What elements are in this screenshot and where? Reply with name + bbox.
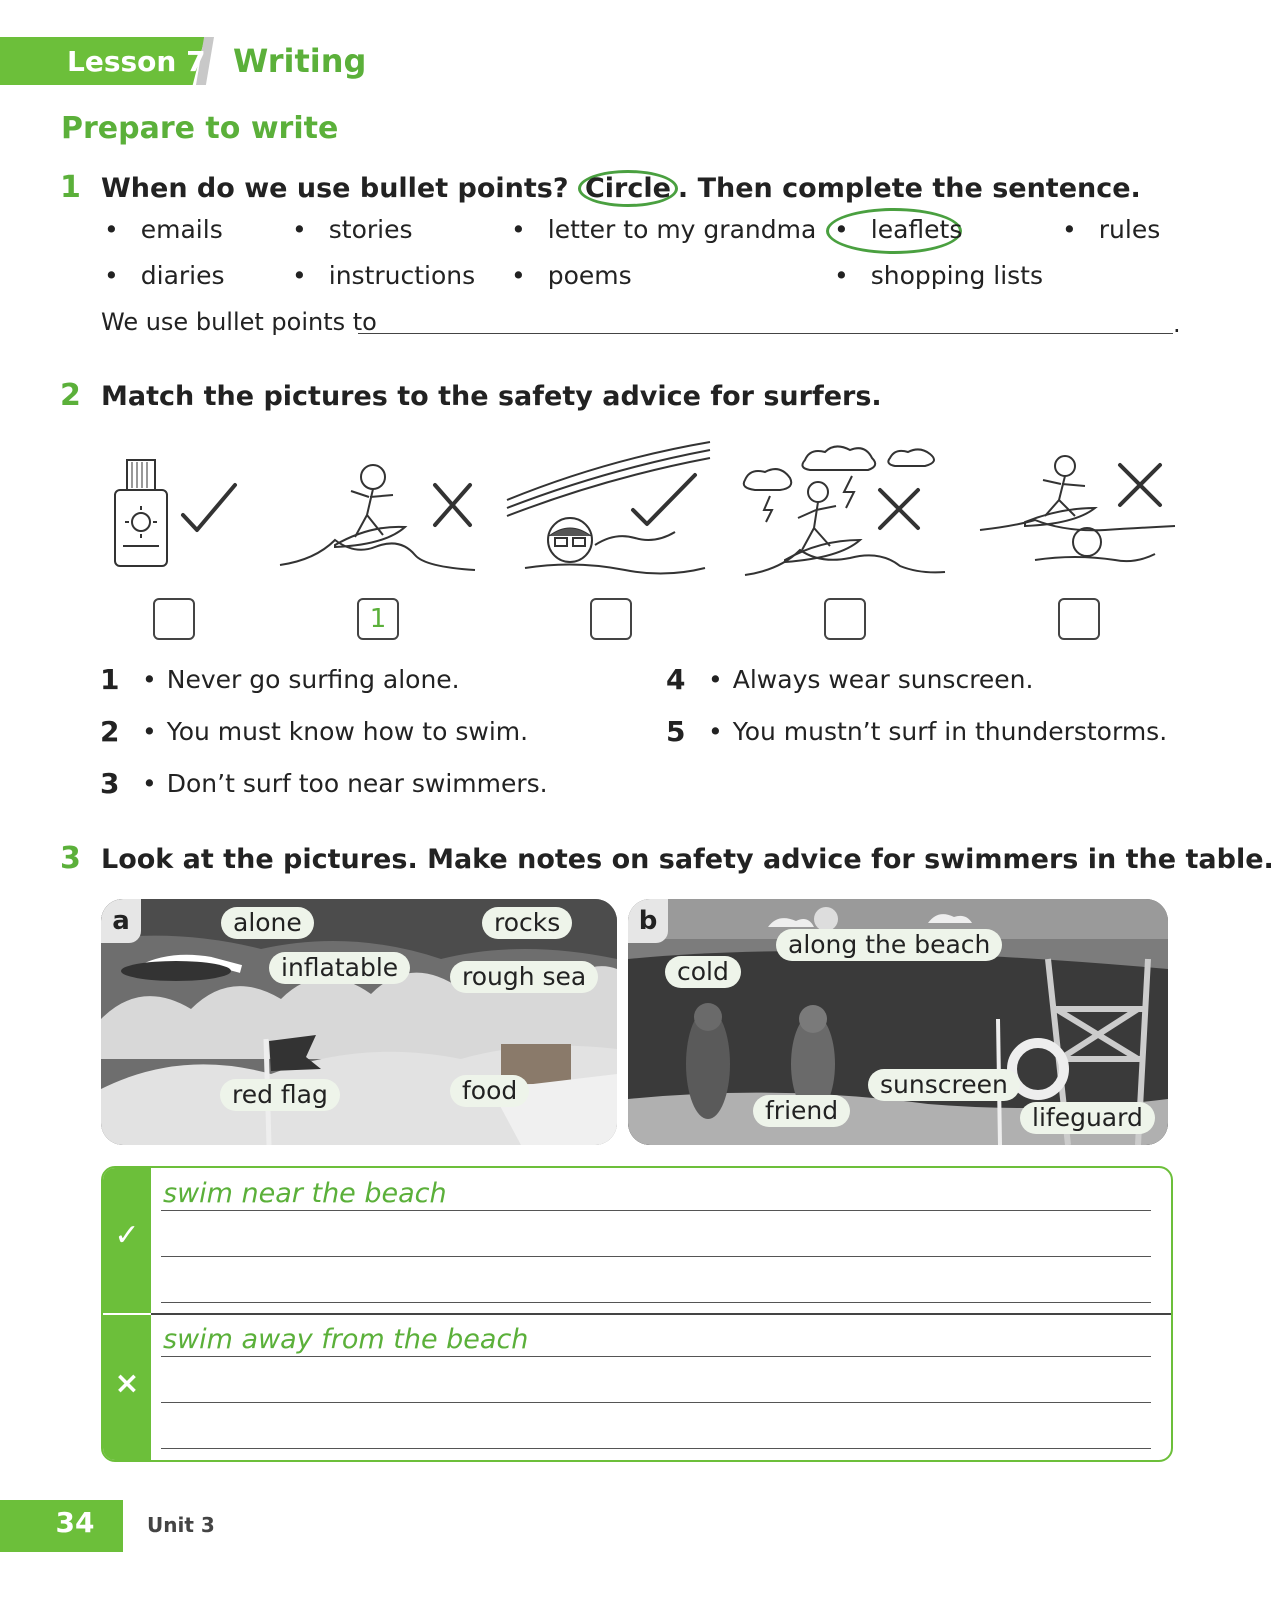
option-poems[interactable]: • poems bbox=[511, 261, 632, 290]
surfer-thunderstorm-picture bbox=[740, 440, 950, 580]
side-divider bbox=[103, 1313, 151, 1315]
answer-box-2[interactable]: 1 bbox=[357, 598, 399, 640]
scene-a-picture bbox=[101, 899, 617, 1145]
option-stories[interactable]: • stories bbox=[292, 215, 413, 244]
scene-b-picture bbox=[628, 899, 1168, 1145]
sunscreen-bottle-picture bbox=[105, 450, 250, 575]
instruction-part-2: . Then complete the sentence. bbox=[677, 173, 1141, 204]
advice-item: • You mustn’t surf in thunderstorms. bbox=[708, 717, 1167, 746]
row-divider bbox=[151, 1313, 1171, 1315]
advice-number: 5 bbox=[666, 715, 686, 748]
tag-cold: cold bbox=[665, 956, 741, 988]
unit-label: Unit 3 bbox=[147, 1513, 215, 1537]
scene-b-letter: b bbox=[628, 899, 668, 943]
dont-line-1[interactable] bbox=[161, 1356, 1151, 1357]
do-answer-text: swim near the beach bbox=[163, 1178, 447, 1209]
exercise-3-instruction: Look at the pictures. Make notes on safety advice for swimmers in the table. bbox=[101, 844, 1274, 875]
advice-item: • You must know how to swim. bbox=[142, 717, 528, 746]
advice-item: • Never go surfing alone. bbox=[142, 665, 460, 694]
lesson-title: Writing bbox=[233, 42, 367, 80]
tag-rough-sea: rough sea bbox=[450, 961, 598, 993]
dont-line-3[interactable] bbox=[161, 1448, 1151, 1449]
do-line-3[interactable] bbox=[161, 1302, 1151, 1303]
advice-number: 1 bbox=[100, 663, 120, 696]
circled-word: Circle bbox=[578, 170, 678, 207]
section-title: Prepare to write bbox=[61, 111, 339, 146]
answer-box-1[interactable] bbox=[153, 598, 195, 640]
do-line-1[interactable] bbox=[161, 1210, 1151, 1211]
dont-line-2[interactable] bbox=[161, 1402, 1151, 1403]
scene-a-letter: a bbox=[101, 899, 141, 943]
lesson-label: Lesson 7 bbox=[67, 45, 206, 78]
option-shopping-lists[interactable]: • shopping lists bbox=[834, 261, 1043, 290]
dont-answer-text: swim away from the beach bbox=[163, 1324, 529, 1355]
tag-friend: friend bbox=[753, 1095, 850, 1127]
option-emails[interactable]: • emails bbox=[104, 215, 223, 244]
sentence-end: . bbox=[1173, 310, 1181, 338]
swimmer-picture bbox=[505, 440, 715, 580]
tag-red-flag: red flag bbox=[220, 1079, 340, 1111]
option-diaries[interactable]: • diaries bbox=[104, 261, 225, 290]
surfer-near-swimmer-picture bbox=[975, 450, 1185, 580]
sentence-start: We use bullet points to bbox=[101, 308, 377, 336]
sentence-answer-line[interactable] bbox=[358, 333, 1173, 334]
notes-table bbox=[101, 1166, 1173, 1462]
tag-lifeguard: lifeguard bbox=[1020, 1102, 1155, 1134]
exercise-1-number: 1 bbox=[60, 170, 81, 205]
do-line-2[interactable] bbox=[161, 1256, 1151, 1257]
option-rules[interactable]: • rules bbox=[1062, 215, 1160, 244]
option-instructions[interactable]: • instructions bbox=[292, 261, 475, 290]
exercise-3-number: 3 bbox=[60, 841, 81, 876]
tick-icon bbox=[183, 485, 235, 530]
advice-number: 3 bbox=[100, 767, 120, 800]
exercise-2-number: 2 bbox=[60, 378, 81, 413]
exercise-1-instruction bbox=[101, 173, 1141, 204]
tag-food: food bbox=[450, 1075, 529, 1107]
answer-box-4[interactable] bbox=[824, 598, 866, 640]
tag-rocks: rocks bbox=[482, 907, 572, 939]
option-letter[interactable]: • letter to my grandma bbox=[511, 215, 816, 244]
tag-sunscreen: sunscreen bbox=[868, 1069, 1020, 1101]
tag-alone: alone bbox=[221, 907, 314, 939]
check-icon: ✓ bbox=[114, 1218, 140, 1253]
answer-box-3[interactable] bbox=[590, 598, 632, 640]
tag-inflatable: inflatable bbox=[269, 952, 410, 984]
page-number: 34 bbox=[55, 1506, 95, 1539]
tick-icon bbox=[633, 475, 695, 524]
instruction-part-1: When do we use bullet points? bbox=[101, 173, 578, 204]
exercise-2-instruction: Match the pictures to the safety advice for surfers. bbox=[101, 381, 882, 412]
option-leaflets[interactable]: • leaflets bbox=[834, 215, 962, 244]
advice-item: • Don’t surf too near swimmers. bbox=[142, 769, 548, 798]
advice-number: 2 bbox=[100, 715, 120, 748]
cross-icon bbox=[1120, 465, 1160, 505]
advice-number: 4 bbox=[666, 663, 686, 696]
cross-icon bbox=[435, 485, 470, 525]
advice-item: • Always wear sunscreen. bbox=[708, 665, 1033, 694]
tag-along-the-beach: along the beach bbox=[776, 929, 1002, 961]
surfer-alone-picture bbox=[275, 455, 480, 575]
cross-icon bbox=[880, 490, 918, 528]
answer-box-5[interactable] bbox=[1058, 598, 1100, 640]
cross-icon: × bbox=[114, 1366, 140, 1401]
